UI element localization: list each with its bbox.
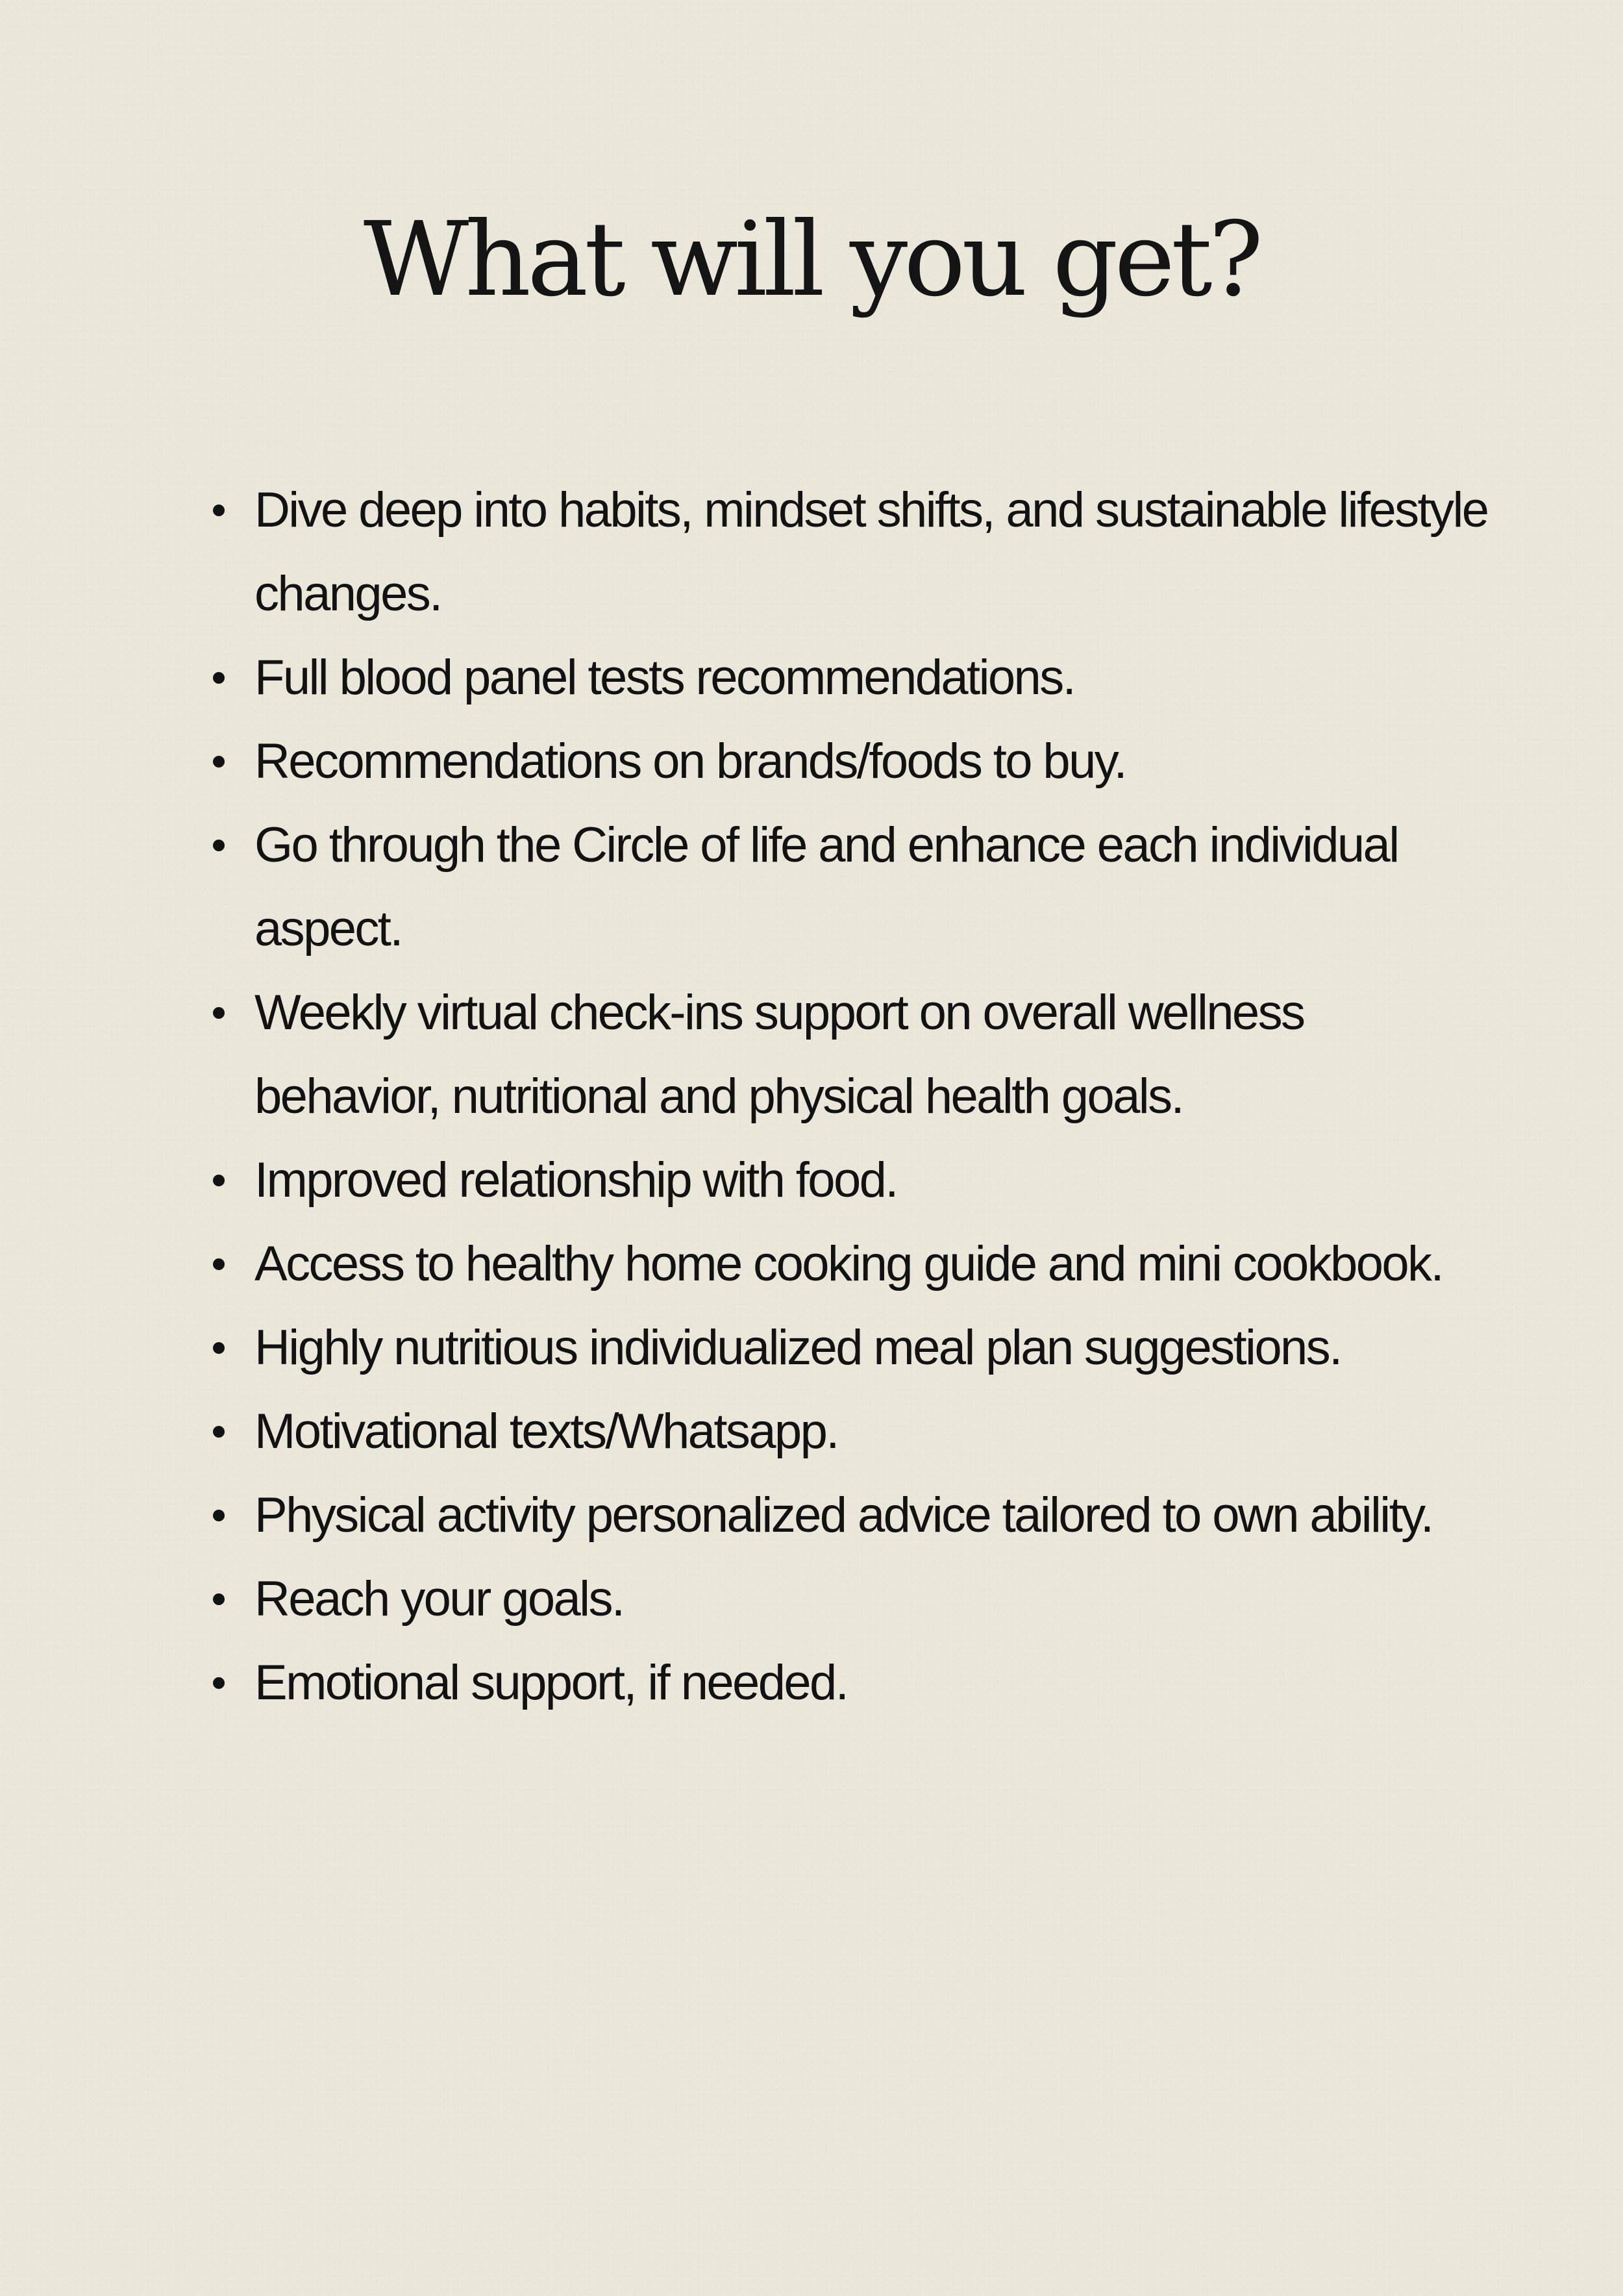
benefit-text: Emotional support, if needed. <box>254 1655 848 1710</box>
benefit-item-4 <box>208 803 1493 971</box>
benefit-item-7 <box>208 1222 1493 1306</box>
benefit-item-9 <box>208 1390 1493 1473</box>
benefit-text: Motivational texts/Whatsapp. <box>254 1404 838 1459</box>
benefit-text: Go through the Circle of life and enhance each individual aspect. <box>254 817 1398 956</box>
benefit-text: Improved relationship with food. <box>254 1153 897 1208</box>
benefit-item-10 <box>208 1473 1493 1557</box>
benefit-text: Reach your goals. <box>254 1571 624 1627</box>
bullet-icon <box>213 505 225 516</box>
benefit-item-2 <box>208 636 1493 719</box>
benefit-text: Weekly virtual check-ins support on overall wellness behavior, nutritional and physical health goals. <box>254 985 1304 1124</box>
bullet-icon <box>213 756 225 767</box>
bullet-icon <box>213 1175 225 1186</box>
benefit-item-12 <box>208 1641 1493 1725</box>
benefit-item-8 <box>208 1306 1493 1390</box>
bullet-icon <box>213 1677 225 1689</box>
benefit-text: Access to healthy home cooking guide and mini cookbook. <box>254 1236 1443 1292</box>
benefit-item-11 <box>208 1557 1493 1641</box>
bullet-icon <box>213 1510 225 1521</box>
benefit-text: Highly nutritious individualized meal plan suggestions. <box>254 1320 1341 1375</box>
benefit-item-3 <box>208 719 1493 803</box>
bullet-icon <box>213 1426 225 1438</box>
bullet-icon <box>213 1342 225 1354</box>
benefits-list <box>208 468 1493 1725</box>
bullet-icon <box>213 840 225 851</box>
benefit-item-1 <box>208 468 1493 636</box>
benefit-item-5 <box>208 971 1493 1138</box>
page-title: What will you get? <box>363 200 1260 319</box>
benefit-text: Dive deep into habits, mindset shifts, and sustainable lifestyle changes. <box>254 482 1488 621</box>
benefit-text: Physical activity personalized advice tailored to own ability. <box>254 1488 1433 1543</box>
benefit-item-6 <box>208 1138 1493 1222</box>
bullet-icon <box>213 672 225 684</box>
bullet-icon <box>213 1593 225 1605</box>
bullet-icon <box>213 1258 225 1270</box>
benefit-text: Full blood panel tests recommendations. <box>254 650 1075 705</box>
benefit-text: Recommendations on brands/foods to buy. <box>254 734 1126 789</box>
bullet-icon <box>213 1007 225 1019</box>
